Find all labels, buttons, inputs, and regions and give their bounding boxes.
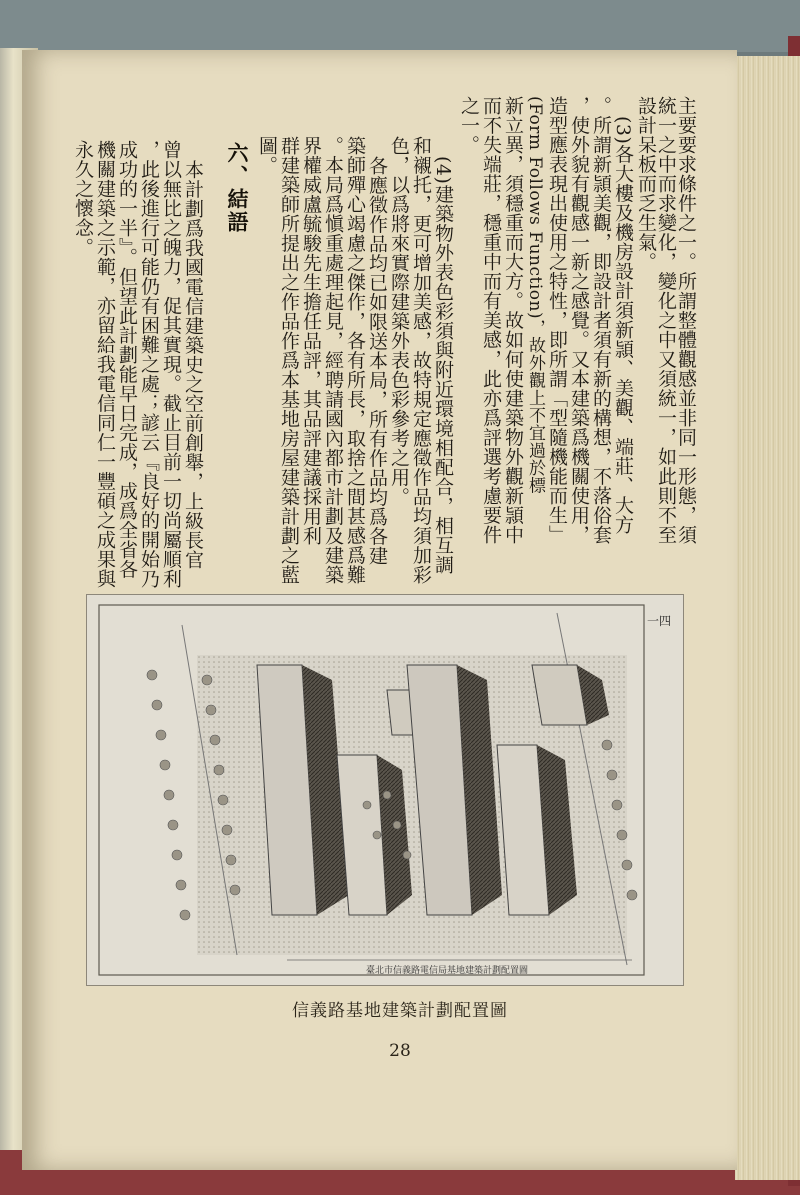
- site-plan-figure: [86, 594, 684, 986]
- text-column-10: 而不失端莊，穩重中而有美感，此亦爲評選考慮要件: [480, 96, 502, 545]
- figure-title-strip: 臺北市信義路電信局基地建築計劃配置圖: [365, 966, 529, 976]
- page-number: 28: [389, 1041, 411, 1061]
- text-column-6: ，使外貌有觀感一新之感覺。又本建築爲機關使用，: [568, 96, 590, 545]
- text-column-21: 本計劃爲我國電信建築史之空前創舉，上級長官: [182, 160, 204, 570]
- text-column-11: 之一。: [458, 96, 480, 155]
- text-column-1: 主要要求條件之一。所謂整體觀感並非同一形態，須: [675, 96, 697, 545]
- text-column-14: 色，以爲將來實際建築外表色彩參考之用。: [388, 136, 410, 507]
- text-column-9: 新立異，須穩重而大方。故如何使建築物外觀新頴中: [502, 96, 524, 545]
- site-plan-drawing: [87, 595, 683, 985]
- figure-corner-mark: 一四: [647, 614, 672, 628]
- text-column-13: 和襯托，更可增加美感，故特規定應徵作品均須加彩: [410, 136, 432, 585]
- text-column-22: 曾以無比之魄力，促其實現。截止目前一切尚屬順利: [160, 140, 182, 589]
- text-column-16: 築師殫心竭慮之傑作，各有所長，取捨之間甚感爲難: [344, 136, 366, 585]
- text-column-4: (3)各大樓及機房設計須新頴、美觀、端莊、大方: [612, 116, 634, 535]
- text-column-19: 群建築師所提出之作品作爲本基地房屋建築計劃之藍: [278, 136, 300, 585]
- text-column-17: 。本局爲愼重處理起見，經聘請國內都市計劃及建築: [322, 136, 344, 585]
- text-column-15: 各應徵作品均已如限送本局，所有作品均爲各建: [366, 156, 388, 566]
- text-column-18: 界權威盧毓駿先生擔任品評，其品評建議採用利: [300, 136, 322, 546]
- text-column-5: 。所謂新頴美觀，即設計者須有新的構想，不落俗套: [590, 96, 612, 545]
- text-column-20: 圖。: [256, 136, 278, 175]
- text-column-12: (4)建築物外表色彩須與附近環境相配合，相互調: [432, 156, 454, 575]
- text-column-3: 設計呆板而乏生氣。: [635, 96, 657, 272]
- text-column-23: ，此後進行可能仍有困難之處；諺云『良好的開始乃: [138, 140, 160, 589]
- background-top: [0, 0, 800, 52]
- text-column-7: 造型應表現出使用之特性，即所謂「型隨機能而生」: [546, 96, 568, 545]
- text-column-25: 機關建築之示範，亦留給我電信同仁一豐碩之成果與: [94, 140, 116, 589]
- text-column-2: 統一之中而求變化，變化之中又須統一，如此則不至: [655, 96, 677, 545]
- text-column-8: (Form Follows Function)，故外觀上不宜過於標: [525, 96, 545, 495]
- section-heading: 六、結語: [225, 142, 250, 234]
- text-column-26: 永久之懷念。: [72, 140, 94, 257]
- text-column-24: 成功的一半』。但望此計劃能早日完成，成爲全省各: [116, 140, 138, 579]
- figure-caption: 信義路基地建築計劃配置圖: [292, 1001, 508, 1021]
